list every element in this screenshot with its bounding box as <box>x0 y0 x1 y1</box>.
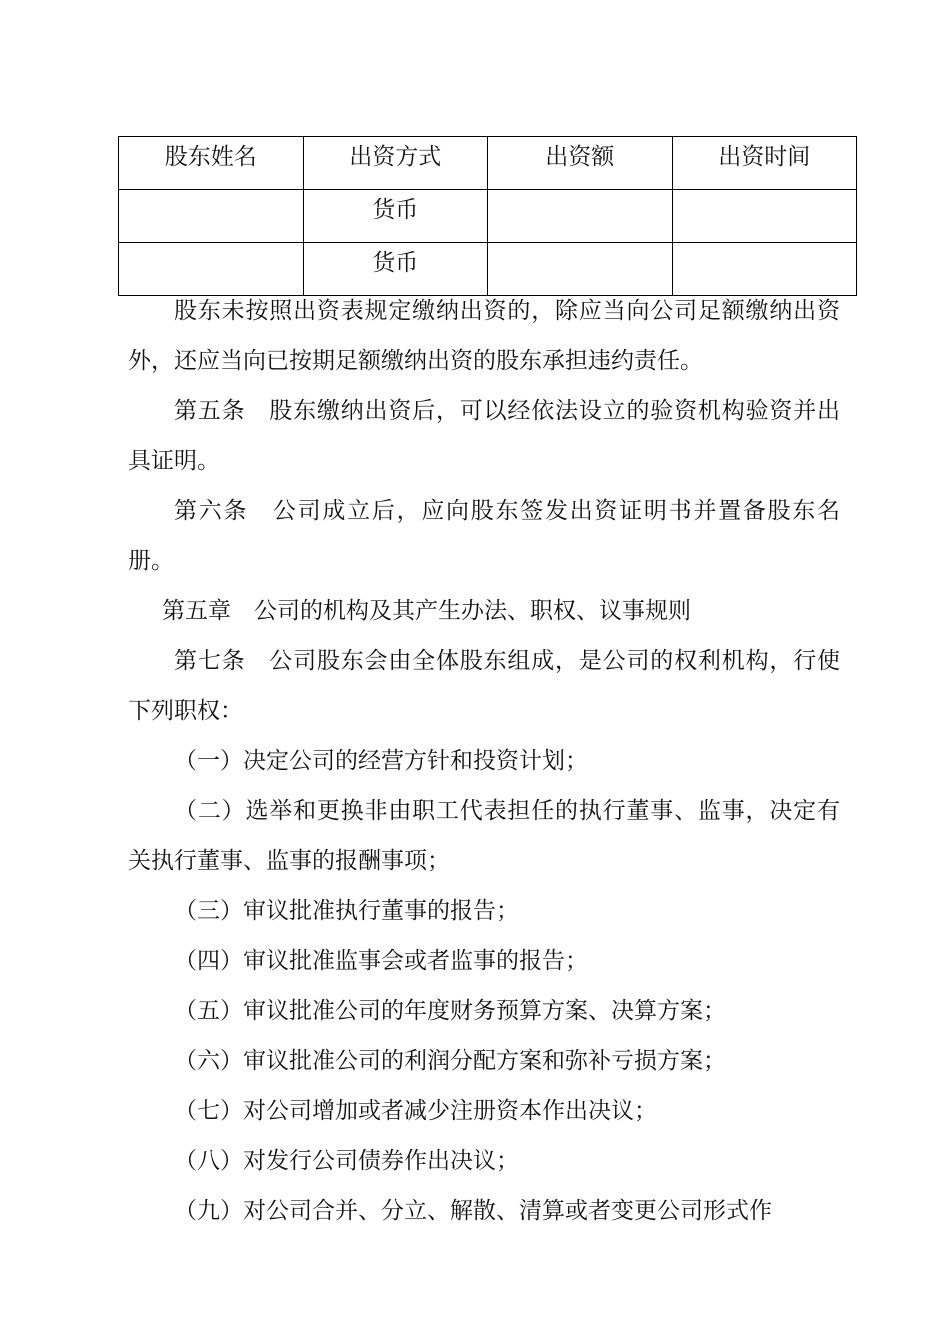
body-text <box>128 286 840 1236</box>
chapter-title: 公司的机构及其产生办法、职权、议事规则 <box>254 598 691 624</box>
article-text: 公司成立后，应向股东签发出资证明书并置备股东名册。 <box>128 498 841 574</box>
table-cell <box>119 190 304 243</box>
list-item: （五）审议批准公司的年度财务预算方案、决算方案； <box>174 998 726 1024</box>
list-item: （七）对公司增加或者减少注册资本作出决议； <box>174 1098 657 1124</box>
list-item: （九）对公司合并、分立、解散、清算或者变更公司形式作 <box>174 1198 772 1224</box>
article-5 <box>128 386 840 486</box>
list-item: （三）审议批准执行董事的报告； <box>174 898 519 924</box>
article-label: 第六条 <box>174 498 249 524</box>
table-cell: 货币 <box>303 243 488 296</box>
article-text: 公司股东会由全体股东组成，是公司的权利机构，行使下列职权： <box>128 648 841 724</box>
article-label: 第七条 <box>174 648 246 674</box>
table-cell: 货币 <box>303 190 488 243</box>
article-text: 股东缴纳出资后，可以经依法设立的验资机构验资并出具证明。 <box>128 398 841 474</box>
article-6 <box>128 486 840 586</box>
list-item: （六）审议批准公司的利润分配方案和弥补亏损方案； <box>174 1048 726 1074</box>
article-7 <box>128 636 840 736</box>
chapter-heading <box>128 586 840 636</box>
header-shareholder-name: 股东姓名 <box>119 137 304 190</box>
table-row <box>119 190 857 243</box>
table-header-row <box>119 137 857 190</box>
paragraph-default-liability <box>128 286 840 386</box>
table-cell <box>672 190 857 243</box>
list-item: （八）对发行公司债券作出决议； <box>174 1148 519 1174</box>
header-contribution-amount: 出资额 <box>488 137 673 190</box>
paragraph-text: 股东未按照出资表规定缴纳出资的，除应当向公司足额缴纳出资外，还应当向已按期足额缴纳出资的股东承担违约责任。 <box>128 298 840 374</box>
list-item: （二）选举和更换非由职工代表担任的执行董事、监事，决定有关执行董事、监事的报酬事项； <box>128 798 840 874</box>
list-item: （四）审议批准监事会或者监事的报告； <box>174 948 588 974</box>
header-contribution-time: 出资时间 <box>672 137 857 190</box>
list-item: （一）决定公司的经营方针和投资计划； <box>174 748 588 774</box>
article-label: 第五条 <box>174 398 246 424</box>
chapter-label: 第五章 <box>162 598 231 624</box>
header-contribution-method: 出资方式 <box>303 137 488 190</box>
capital-contribution-table <box>118 136 857 296</box>
table-cell <box>488 190 673 243</box>
